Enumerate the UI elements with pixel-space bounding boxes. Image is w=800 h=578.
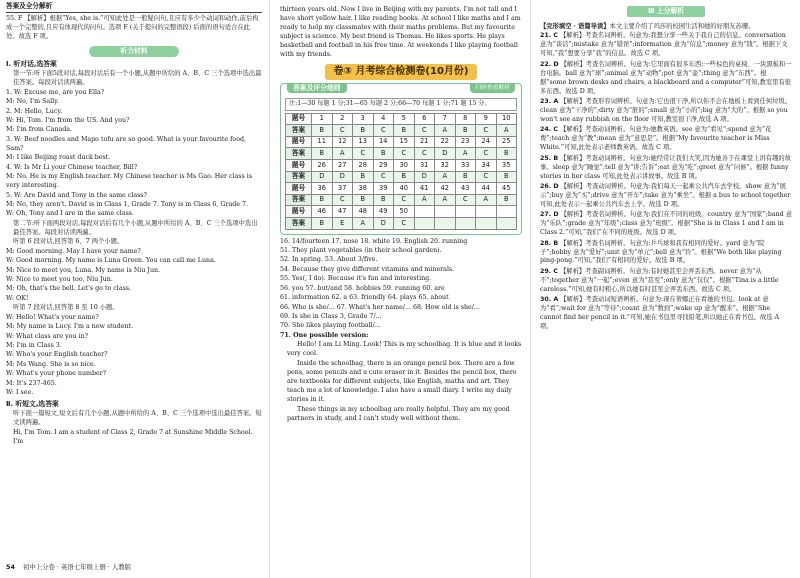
row-label: 答案 xyxy=(286,217,312,229)
fill-line: 55. Yes(, I do). Because it's fun and interesting. xyxy=(280,275,432,283)
item-text: 【解析】考查名词辨析。句意为:它里面有很多东西:一些棕色的桌椅、一块黑板和一台电脑。ball 意为“球”;animal 意为“动物”;pot 意为“壶”;thing 意为“东西”。根据“some brown desks and chairs, a blackboard and a computer”可知,教室里有很多东西。故选 D 项。 xyxy=(540,60,792,95)
dialog-line: M: Good morning. May I have your name? xyxy=(6,247,141,255)
dialog-line: M: I like Beijing roast duck best. xyxy=(6,154,111,162)
answer-cell: E xyxy=(332,217,353,229)
dialog-line: W: Hi, Tom. I'm from the US. And you? xyxy=(6,117,130,124)
answer-cell: 11 xyxy=(312,136,333,148)
section-1b-a: 听第 6 段对话,回答第 6、7 两个小题。 xyxy=(13,238,124,246)
answer-cell: B xyxy=(353,194,374,206)
row-label: 答案 xyxy=(286,125,312,137)
answer-cell: C xyxy=(332,125,353,137)
analysis-item xyxy=(540,32,792,59)
answer-cell: D xyxy=(435,148,456,160)
analysis-item xyxy=(540,126,792,153)
answer-cell: 4 xyxy=(373,113,394,125)
dialog-line: M: Nice to meet you, Luna. My name is Niu Jun. xyxy=(6,266,161,274)
answer-cell: 6 xyxy=(414,113,435,125)
listening-material-banner: 听力材料 xyxy=(89,46,179,57)
answer-cell: 40 xyxy=(394,183,415,195)
answer-cell: D xyxy=(332,171,353,183)
item-text: 【解析】考查动词辨析。句意为:她经常让我们大笑,因为她善于在课堂上讲有趣的故事。sleep 意为“睡觉”;tell 意为“讲;告诉”;eat 意为“吃”;greet 意为“问候”。根据 funny stories in her class 可知,此处表示讲故事。故选 B 项。 xyxy=(540,154,791,180)
exam-title-text: 卷③ 月考综合检测卷(10月份) xyxy=(325,64,476,80)
page-header: 答案及全分解析 xyxy=(6,2,262,13)
item-number: 25. B xyxy=(540,154,559,162)
answer-cell: A xyxy=(455,148,476,160)
answer-cell: 38 xyxy=(353,183,374,195)
qr-hint: 扫码查看解析 xyxy=(470,83,515,93)
answer-cell: 23 xyxy=(455,136,476,148)
answer-cell: A xyxy=(435,194,456,206)
answer-cell: 50 xyxy=(394,206,415,218)
answer-cell: 3 xyxy=(353,113,374,125)
answer-cell: 5 xyxy=(394,113,415,125)
section-1-title: Ⅰ. 听对话,选答案 xyxy=(6,60,57,69)
column-divider xyxy=(530,0,531,578)
dialog-line: 1. W: Excuse me, are you Ella? xyxy=(6,88,105,96)
essay-paragraph: These things in my schoolbag are really helpful. They are my good partners in study, and I can't study well without them. xyxy=(287,405,510,422)
dialog-line: M: I'm in Class 3. xyxy=(6,342,62,349)
answer-cell xyxy=(455,206,476,218)
row-label: 题号 xyxy=(286,136,312,148)
answer-cell: B xyxy=(455,171,476,183)
answer-cell: 48 xyxy=(353,206,374,218)
row-label: 答案 xyxy=(286,194,312,206)
column-divider xyxy=(269,0,270,578)
row-label: 题号 xyxy=(286,183,312,195)
answer-cell: 1 xyxy=(312,113,333,125)
item-number: 22. D xyxy=(540,60,559,68)
fill-line: 69. Is she in Class 3, Grade 7/... xyxy=(280,313,382,321)
dialog-line: M: I'm from Canada. xyxy=(6,126,73,134)
answer-cell xyxy=(435,217,456,229)
answer-cell xyxy=(476,206,497,218)
section-1b-intro: 第二节:听下面两段对话,每段对话后有几个小题,从题中所给的 A、B、C 三个选项中选出最佳答案。每段对话读两遍。 xyxy=(13,219,258,236)
item-number: 28. B xyxy=(540,239,559,247)
dialog-line: M: No. He is my English teacher. My Chinese teacher is Ms Gao. Her class is very interesting. xyxy=(6,173,252,190)
answer-cell: D xyxy=(373,217,394,229)
answer-55: 55. F 【解析】根据“Yes, she is.”可知此处是一般疑问句,且应有多少个动词和动作,前后构成一个完整的,且应有体现代的问句。选项 F (关于提问的完整语段) 后面的语句适合在此处。故选 F 项。 xyxy=(6,15,259,41)
analysis-item xyxy=(540,240,792,267)
fill-line: 70. She likes playing football/... xyxy=(280,322,381,330)
answer-cell: 15 xyxy=(394,136,415,148)
answer-cell: C xyxy=(414,148,435,160)
dialog-line: W: Oh, Tony and I are in the same class. xyxy=(6,210,135,218)
answer-cell xyxy=(435,206,456,218)
answer-cell: B xyxy=(455,125,476,137)
answer-cell: 37 xyxy=(332,183,353,195)
fill-answers xyxy=(280,238,522,341)
answer-table-row xyxy=(286,183,517,195)
answer-cell xyxy=(496,217,517,229)
answer-table-row xyxy=(286,194,517,206)
answer-cell: C xyxy=(394,148,415,160)
answer-cell: 39 xyxy=(373,183,394,195)
answer-cell: C xyxy=(373,125,394,137)
answer-cell: 32 xyxy=(435,159,456,171)
middle-column xyxy=(272,0,528,578)
answer-cell: 8 xyxy=(455,113,476,125)
fill-line: 61. information 62. a 63. friendly 64. plays 65. about xyxy=(280,294,449,302)
item-number: 30. A xyxy=(540,296,559,304)
dialog-line: 2. M: Hello, Lucy. xyxy=(6,107,63,115)
row-label: 题号 xyxy=(286,206,312,218)
dialog-2 xyxy=(6,248,262,304)
listening-passage: thirteen years old. Now I live in Beijing with my parents. I'm not tall and I have short yellow hair. I like reading books. At school I like maths and I am ready to help my classmates with their maths problems. But my favourite subject is science. My best friend is Thomas. He likes sports. He plays basketball and football in his free time. At weekends I like playing football with my friends. xyxy=(280,6,521,58)
answer-cell: 34 xyxy=(476,159,497,171)
answer-cell: C xyxy=(476,148,497,160)
fill-line: 54. Because they give different vitamins and minerals. xyxy=(280,265,455,273)
answer-cell: A xyxy=(435,171,456,183)
answer-cell: B xyxy=(353,125,374,137)
exam-title xyxy=(280,64,522,80)
left-column xyxy=(0,0,268,578)
answer-table-row xyxy=(286,136,517,148)
answer-table-row xyxy=(286,206,517,218)
analysis-item xyxy=(540,183,792,210)
item-text: 【解析】考查动词辨析。句意为:我们每天一起乘公共汽车去学校。show 意为“展示”;buy 意为“买”;drive 意为“开车”;take 意为“乘坐”。根据 a bus to school together 可知,此处表示一起乘公共汽车去上学。故选 D 项。 xyxy=(540,182,791,208)
answer-cell: 7 xyxy=(435,113,456,125)
answer-cell: 41 xyxy=(414,183,435,195)
answer-cell: C xyxy=(455,194,476,206)
answer-cell: 47 xyxy=(332,206,353,218)
answer-cell: B xyxy=(496,171,517,183)
dialog-line: M: Oh, that's the bell. Let's go to class. xyxy=(6,285,132,293)
item-text: 【解析】考查名词辨析。句意为:乒乓球和我有相同的爱好。yard 意为“院子”;hobby 意为“爱好”;unit 意为“单元”;bell 意为“铃”。根据“We both like playing ping-pong.”可知,“我们”有相同的爱好。故选 B 项。 xyxy=(540,239,782,265)
answer-cell xyxy=(476,217,497,229)
dialog-line: M: Ms Wang. She is so nice. xyxy=(6,360,96,368)
dialog-line: M: No, they aren't. David is in Class 1, Grade 7. Tony is in Class 6, Grade 7. xyxy=(6,200,248,208)
answer-box-tab: 答案及评分细则 xyxy=(287,83,347,93)
answer-cell: 28 xyxy=(353,159,374,171)
answer-cell: 36 xyxy=(312,183,333,195)
fill-line: 56. you 57. but/and 58. hobbies 59. running 60. are xyxy=(280,284,445,292)
analysis-item xyxy=(540,268,792,295)
section-1-intro: 第一节:听下面5段对话,每段对话后有一个小题,从题中所给的 A、B、C 三个选项中选出最佳答案。每段对话读两遍。 xyxy=(13,70,262,87)
answer-cell: 49 xyxy=(373,206,394,218)
answer-cell: 27 xyxy=(332,159,353,171)
answer-cell: A xyxy=(496,125,517,137)
answer-cell: A xyxy=(353,217,374,229)
answer-cell xyxy=(414,217,435,229)
fill-line: 16. 14/fourteen 17. nose 18. white 19. English 20. running xyxy=(280,237,468,245)
item-text: 【解析】考查动词短语辨析。句意为:现在蒂娜正在看她的书包。look at 意为“看”;wait for 意为“等待”;count 意为“数到”;wake up 意为“醒来”。根据“She cannot find her pencil in it.”可知,她在书包里寻找铅笔,所以她正在看书包。故选 A 项。 xyxy=(540,296,780,330)
answer-cell: 45 xyxy=(496,183,517,195)
row-label: 题号 xyxy=(286,159,312,171)
answer-cell: C xyxy=(476,171,497,183)
answer-cell: C xyxy=(394,194,415,206)
answer-table-row xyxy=(286,148,517,160)
dialog-line: 5. W: Are David and Tony in the same class? xyxy=(6,191,147,199)
passage-intro xyxy=(540,23,792,32)
answer-cell: 30 xyxy=(394,159,415,171)
item-number: 26. D xyxy=(540,182,559,190)
answer-cell: B xyxy=(373,148,394,160)
dialog-line: W: What's your phone number? xyxy=(6,370,107,378)
answer-box xyxy=(280,83,522,235)
row-label: 答案 xyxy=(286,171,312,183)
intro-title: 【完形填空 · 语篇导读】 xyxy=(540,23,610,30)
answer-cell: 26 xyxy=(312,159,333,171)
answer-cell: C xyxy=(476,125,497,137)
answer-cell: 9 xyxy=(476,113,497,125)
score-note: 注:1—30 每题 1 分;31—65 每题 2 分;66—70 每题 1 分;71 题 15 分。 xyxy=(285,98,517,111)
row-label: 题号 xyxy=(286,113,312,125)
answer-cell: C xyxy=(414,125,435,137)
answer-table-row xyxy=(286,217,517,229)
dialog-line: M: My name is Lucy. I'm a new student. xyxy=(6,323,134,331)
answer-cell: 21 xyxy=(414,136,435,148)
answer-cell: 12 xyxy=(332,136,353,148)
item-number: 24. C xyxy=(540,126,558,134)
answer-cell: A xyxy=(476,194,497,206)
answer-cell: B xyxy=(312,217,333,229)
answer-cell: 33 xyxy=(455,159,476,171)
fill-line: 71. One possible version: xyxy=(280,331,369,339)
answer-cell: B xyxy=(394,171,415,183)
intro-text: 本文主要介绍了玛莎的校园生活和她的好朋友苏珊。 xyxy=(609,23,755,30)
answer-cell: C xyxy=(373,171,394,183)
answer-table-row xyxy=(286,125,517,137)
item-text: 【解析】考查副词辨析。句意为:有时她甚至会弄丢东西。never 意为“从不”;together 意为“一起”;even 意为“甚至”;only 意为“仅仅”。根据“Tina is a little careless.”可知,她有时粗心,所以她有时甚至会弄丢东西。故选 C 项。 xyxy=(540,267,779,293)
answer-cell: B xyxy=(496,194,517,206)
answer-cell: 24 xyxy=(476,136,497,148)
analysis-item xyxy=(540,98,792,125)
fill-line: 51. They plant vegetables (in their school garden). xyxy=(280,246,442,254)
answer-cell: B xyxy=(496,148,517,160)
dialog-1 xyxy=(6,89,262,220)
answer-cell: B xyxy=(312,125,333,137)
answer-cell: 44 xyxy=(476,183,497,195)
item-number: 27. D xyxy=(540,211,559,219)
dialog-line: M: No, I'm Sally. xyxy=(6,98,59,106)
item-number: 21. C xyxy=(540,32,558,40)
section-2-title: Ⅱ. 听短文,选答案 xyxy=(6,400,59,409)
answer-cell: 29 xyxy=(373,159,394,171)
answer-cell: 25 xyxy=(496,136,517,148)
answer-cell: 14 xyxy=(373,136,394,148)
dialog-line: W: What class are you in? xyxy=(6,332,88,340)
dialog-line: 4. W: Is Mr Li your Chinese teacher, Bill? xyxy=(6,163,138,171)
answer-cell: 31 xyxy=(414,159,435,171)
answer-cell: B xyxy=(373,194,394,206)
answer-cell: 10 xyxy=(496,113,517,125)
page-number: 54 xyxy=(6,562,15,571)
row-label: 答案 xyxy=(286,148,312,160)
answer-cell: A xyxy=(414,194,435,206)
dialog-line: W: OK! xyxy=(6,294,29,302)
answer-cell: 22 xyxy=(435,136,456,148)
section-2-intro: 听下面一篇短文,短文后有几个小题,从题中所给的 A、B、C 三个选项中选出最佳答案。短文读两遍。 xyxy=(13,410,262,427)
item-text: 【解析】考查名词辨析。句意为:我们在不同的班级。country 意为“国家”;band 意为“乐队”;grade 意为“年级”;class 意为“班级”。根据“She is in Class 1 and I am in Class 2.”可知,“我们”在不同的班级。故选 D 项。 xyxy=(540,211,792,237)
dialog-line: W: I see. xyxy=(6,389,34,397)
answer-cell: 13 xyxy=(353,136,374,148)
item-number: 29. C xyxy=(540,267,558,275)
answer-cell: D xyxy=(414,171,435,183)
analysis-banner: Ⅲ 上分解析 xyxy=(627,6,705,17)
dialog-line: W: Nice to meet you too, Niu Jun. xyxy=(6,275,113,283)
book-title: 初中上分卷 · 英语七年级上册 · 人教版 xyxy=(22,562,132,571)
answer-cell: B xyxy=(312,148,333,160)
answer-table xyxy=(285,113,517,230)
analysis-item xyxy=(540,61,792,97)
answer-cell xyxy=(496,206,517,218)
dialog-line: M: It's 237-465. xyxy=(6,379,57,387)
answer-cell: C xyxy=(332,194,353,206)
item-number: 23. A xyxy=(540,98,559,105)
answer-cell: B xyxy=(353,171,374,183)
section-1b-b: 听第 7 段对话,回答第 8 至 10 小题。 xyxy=(13,304,119,312)
essay-paragraph: Hello! I am Li Ming. Look! This is my schoolbag. It is blue and it looks very cool. xyxy=(287,341,522,358)
item-text: 【解析】考查动词辨析。句意为:她教英语。see 意为“看见”;spend 意为“花费”;teach 意为“教”;mean 意为“意思是”。根据“My favourite teacher is Miss White.”可知,此处表示老师教英语。故选 C 项。 xyxy=(540,126,772,152)
right-column xyxy=(532,0,800,578)
analysis-item xyxy=(540,296,792,332)
answer-table-row xyxy=(286,159,517,171)
dialog-line: W: Good morning. My name is Luna Green. You can call me Luna. xyxy=(6,257,216,265)
answer-cell: C xyxy=(353,148,374,160)
answer-cell: A xyxy=(332,148,353,160)
section-2-text: Hi, I'm Tom. I am a student of Class 2, Grade 7 at Sunshine Middle School. I'm xyxy=(13,428,253,445)
analysis-item xyxy=(540,155,792,182)
answer-cell xyxy=(455,217,476,229)
answer-cell: 2 xyxy=(332,113,353,125)
dialog-line: W: Hello! What's your name? xyxy=(6,313,99,321)
answer-cell: C xyxy=(394,217,415,229)
answer-cell: 42 xyxy=(435,183,456,195)
item-text: 【解析】考查形容词辨析。句意为:它也很干净,所以你不会在地板上看到任何垃圾。clean 意为“干净的”;dirty 意为“脏的”;small 意为“小的”;big 意为“大的”。根据 so you won't see any rubbish on the floor 可知,教室很干净,故选 A 项。 xyxy=(540,98,792,123)
answer-cell: 43 xyxy=(455,183,476,195)
fill-line: 66. Who is she/... 67. What's her name/... 68. How old is she/... xyxy=(280,303,480,311)
essay-paragraph: Inside the schoolbag, there is an orange pencil box. There are a few pens, some pencils and a cute eraser in it. Besides the pencil box, there are textbooks for different subjects, like English, maths and art. They teach me a lot of knowledge. I also have a small diary. I write my daily stories in it. xyxy=(287,360,517,403)
dialog-line: W: Who's your English teacher? xyxy=(6,351,108,359)
answer-cell: B xyxy=(312,194,333,206)
page-footer xyxy=(6,563,131,572)
answer-cell: A xyxy=(435,125,456,137)
dialog-3 xyxy=(6,314,262,398)
answer-cell: D xyxy=(312,171,333,183)
answer-cell: 46 xyxy=(312,206,333,218)
answer-cell xyxy=(414,206,435,218)
analysis-item xyxy=(540,211,792,238)
analysis-list xyxy=(540,32,792,332)
answer-cell: B xyxy=(394,125,415,137)
answer-cell: 35 xyxy=(496,159,517,171)
item-text: 【解析】考查名词辨析。句意为:我想分享一些关于我自己的信息。conversation 意为“谈话”;mistake 意为“错误”;information 意为“信息”;money 意为“钱”。根据下文可知,“我”想要分享“我”的信息。故选 C 项。 xyxy=(540,32,788,58)
fill-line: 52. In spring. 53. About 3/five. xyxy=(280,256,378,264)
answer-table-row xyxy=(286,171,517,183)
dialog-line: 3. W: Beef noodles and Mapo tofu are so good. What is your favourite food, Sam? xyxy=(6,135,247,152)
answer-table-row xyxy=(286,113,517,125)
sample-essay xyxy=(280,341,522,423)
